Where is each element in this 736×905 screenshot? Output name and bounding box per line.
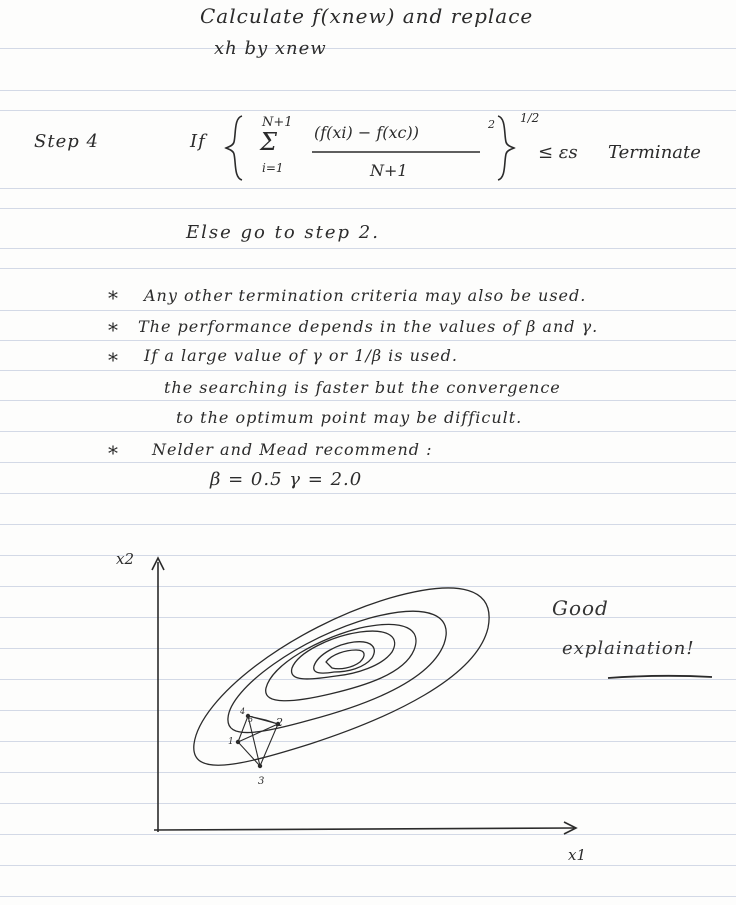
simplex-label-3: 3 [258,776,265,787]
ruled-line [0,90,736,91]
contour-lines [194,588,489,765]
bullet-4: * [108,441,119,465]
ruled-line [0,524,736,525]
simplex-triangles [238,716,278,766]
reflected-label-5: 5 [248,715,254,724]
ruled-line [0,310,736,311]
ruled-line [0,493,736,494]
step-label: Step 4 [34,131,99,152]
ruled-line [0,896,736,897]
termination-formula [216,108,736,188]
ruled-line [0,208,736,209]
simplex-label-1: 1 [228,737,234,747]
terminate-word: Terminate [608,142,701,163]
note-line-4: the searching is faster but the convergence [164,378,561,397]
left-brace [226,116,242,180]
bullet-3: * [108,348,119,372]
x-axis-label: x1 [568,846,587,864]
comparison: ≤ εs [538,142,578,163]
note-line-6: Nelder and Mead recommend : [152,440,433,459]
contour-inner [326,650,364,669]
note-line-5: to the optimum point may be difficult. [176,408,523,427]
if-word: If [190,131,206,152]
note-line-1: Any other termination criteria may also be used. [144,286,587,305]
x-axis [154,828,574,830]
note-line-7: β = 0.5 γ = 2.0 [210,469,363,490]
ruled-line [0,188,736,189]
numerator: (f(xi) − f(xc)) [314,123,419,142]
reflected-label-4: 4 [240,707,246,716]
y-axis-label: x2 [116,550,135,568]
note-line-2: The performance depends in the values of β and γ. [138,317,599,336]
contour-outer [194,588,489,765]
ruled-line [0,268,736,269]
ruled-line [0,400,736,401]
numerator-exponent: 2 [488,118,495,131]
denominator: N+1 [370,161,408,180]
ruled-line [0,48,736,49]
note-line-3: If a large value of γ or 1/β is used. [144,346,458,365]
header-line-1: Calculate f(xnew) and replace [200,4,534,28]
bullet-2: * [108,318,119,342]
sum-symbol: Σ [260,128,277,156]
comment-line-1: Good [552,596,609,620]
bullet-1: * [108,286,119,310]
ruled-line [0,431,736,432]
simplex-label-2: 2 [276,716,283,729]
ruled-line [0,248,736,249]
else-line: Else go to step 2. [186,222,380,243]
sum-lower: i=1 [262,161,284,175]
power: 1/2 [520,111,540,125]
header-line-2: xh by xnew [214,38,327,59]
comment-underline [606,670,716,682]
right-brace [498,116,514,180]
comment-line-2: explaination! [562,638,695,659]
sum-upper: N+1 [262,115,293,130]
